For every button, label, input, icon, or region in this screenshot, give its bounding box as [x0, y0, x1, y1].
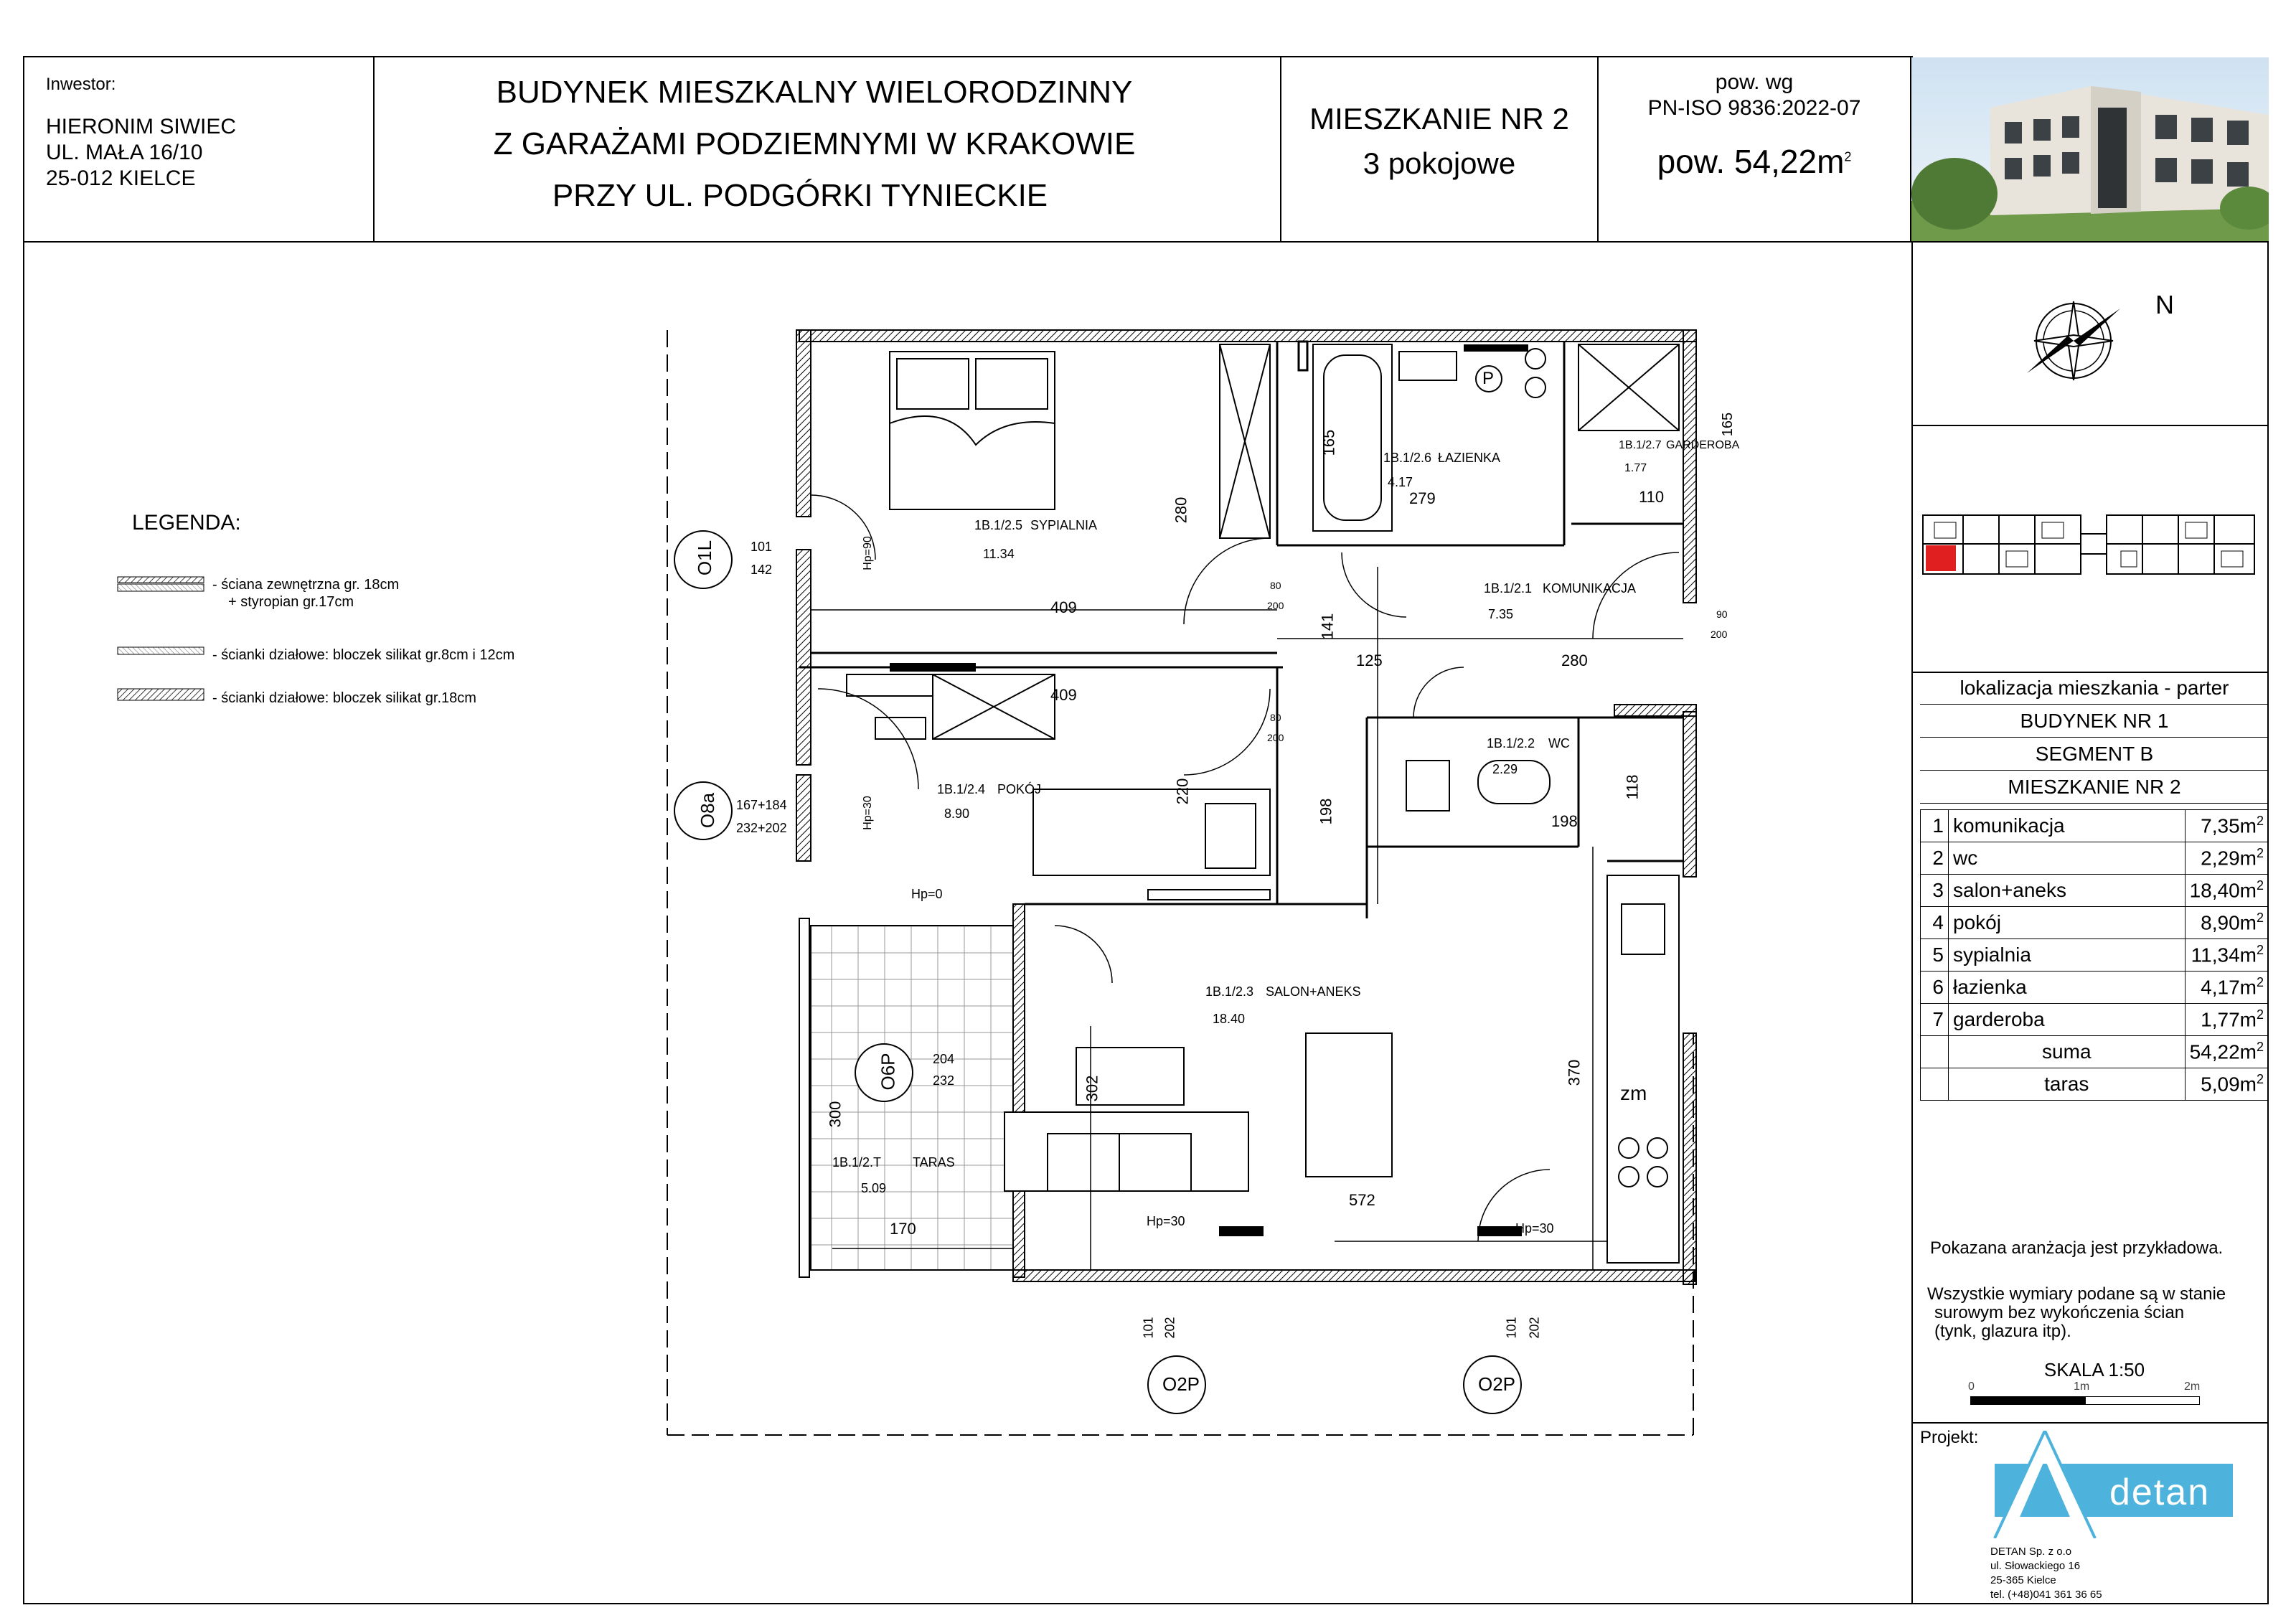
room-area: 7.35 — [1488, 607, 1514, 621]
area-standard-line1: pow. wg — [1715, 70, 1794, 94]
room-area-sup: 2 — [2256, 846, 2264, 861]
room-no: 5 — [1921, 939, 1949, 972]
dim-label: 279 — [1409, 489, 1436, 507]
dim-label: 170 — [890, 1220, 916, 1238]
legend-title: LEGENDA: — [132, 511, 241, 535]
investor-name: HIERONIM SIWIEC — [46, 115, 237, 138]
dim-label: 300 — [826, 1101, 844, 1128]
room-area-value: 4,17m — [2201, 976, 2257, 999]
dim-label: 101 — [751, 540, 773, 554]
apartment-number: MIESZKANIE NR 2 — [1309, 102, 1569, 136]
dim-label: 142 — [751, 563, 773, 577]
dim-label: Hp=0 — [911, 887, 943, 901]
dim-label: 125 — [1356, 651, 1383, 669]
room-no: 1 — [1921, 810, 1949, 842]
room-name: KOMUNIKACJA — [1543, 581, 1637, 596]
dim-label: 302 — [1083, 1075, 1101, 1102]
room-area-sup: 2 — [2256, 1007, 2264, 1022]
room-name: POKÓJ — [997, 782, 1042, 796]
dim-label: 370 — [1565, 1059, 1584, 1086]
dim-label: 165 — [1319, 429, 1338, 456]
company-street: ul. Słowackiego 16 — [1990, 1560, 2081, 1572]
project-label: Projekt: — [1920, 1428, 1979, 1447]
dim-label: 101 — [1141, 1317, 1156, 1339]
room-area: 4.17 — [1388, 475, 1413, 489]
room-name: komunikacja — [1949, 810, 2186, 842]
table-row — [1921, 842, 2269, 875]
room-name: sypialnia — [1949, 939, 2186, 972]
scale-bar — [1970, 1396, 2200, 1405]
location-title: lokalizacja mieszkania - parter — [1920, 672, 2269, 705]
room-no: 4 — [1921, 907, 1949, 939]
room-area-value: 1,77m — [2201, 1008, 2257, 1031]
door-dim: 90 — [1716, 608, 1728, 620]
room-area-value: 18,40m — [2189, 879, 2257, 902]
blank-cell — [1921, 1036, 1949, 1068]
room-area-value: 11,34m — [2191, 944, 2257, 966]
dim-label: 118 — [1623, 774, 1642, 800]
dim-label: 167+184 — [736, 798, 787, 812]
sum-label: suma — [1949, 1036, 2186, 1068]
room-no: 3 — [1921, 875, 1949, 907]
room-area — [2185, 810, 2268, 842]
room-area-value: 8,90m — [2201, 911, 2257, 934]
window-tag: O2P — [1162, 1373, 1200, 1395]
room-name: wc — [1949, 842, 2186, 875]
note-dimensions-1: Wszystkie wymiary podane są w stanie — [1927, 1284, 2226, 1304]
investor-street: UL. MAŁA 16/10 — [46, 141, 203, 164]
room-area — [2185, 1004, 2268, 1036]
table-row — [1921, 1004, 2269, 1036]
room-name: SYPIALNIA — [1030, 518, 1098, 532]
dim-label: 198 — [1551, 812, 1578, 830]
legend-item3: - ścianki działowe: bloczek silikat gr.18cm — [212, 690, 476, 706]
window-tag: O6P — [877, 1053, 899, 1091]
room-area-sup: 2 — [2256, 878, 2264, 893]
dim-label: 110 — [1639, 488, 1665, 506]
room-code: 1B.1/2.4 — [937, 782, 986, 796]
company-name: DETAN Sp. z o.o — [1990, 1546, 2072, 1558]
room-no: 7 — [1921, 1004, 1949, 1036]
location-segment: SEGMENT B — [1920, 738, 2269, 771]
room-area: 1.77 — [1624, 462, 1647, 474]
dim-label: Hp=30 — [1515, 1221, 1554, 1236]
dim-label: 165 — [1720, 412, 1736, 437]
dim-label: 198 — [1317, 798, 1335, 825]
room-code: 1B.1/2.2 — [1487, 736, 1535, 751]
investor-city: 25-012 KIELCE — [46, 166, 196, 190]
room-name: garderoba — [1949, 1004, 2186, 1036]
dim-label: 409 — [1050, 598, 1077, 616]
table-row — [1921, 907, 2269, 939]
divider — [1911, 1422, 2269, 1424]
dim-label: Hp=90 — [861, 536, 874, 570]
room-name: salon+aneks — [1949, 875, 2186, 907]
terrace-value — [2185, 1068, 2268, 1101]
company-city: 25-365 Kielce — [1990, 1574, 2056, 1586]
dim-label: 232+202 — [736, 821, 787, 835]
note-dimensions-3: (tynk, glazura itp). — [1934, 1322, 2071, 1341]
room-area: 8.90 — [944, 806, 970, 821]
door-dim: 200 — [1267, 732, 1284, 743]
sum-value-sup: 2 — [2256, 1040, 2264, 1055]
room-area: 11.34 — [983, 547, 1015, 561]
dim-label: 202 — [1162, 1317, 1177, 1339]
room-area-value: 2,29m — [2201, 847, 2257, 870]
terrace-value-number: 5,09m — [2201, 1073, 2257, 1096]
door-dim: 80 — [1270, 580, 1281, 591]
room-code: 1B.1/2.6 — [1383, 451, 1432, 465]
door-dim: 200 — [1267, 600, 1284, 611]
divider — [373, 56, 375, 243]
building-render — [1911, 57, 2269, 241]
table-row — [1921, 1068, 2269, 1101]
dim-label: 572 — [1349, 1191, 1375, 1209]
terrace-label: taras — [1949, 1068, 2186, 1101]
room-name: łazienka — [1949, 972, 2186, 1004]
window-tag: O1L — [694, 540, 716, 576]
shaft-label: P — [1482, 369, 1495, 388]
table-row — [1921, 1036, 2269, 1068]
dim-label: 141 — [1318, 613, 1337, 640]
total-area-value: pow. 54,22m — [1657, 143, 1845, 180]
project-title-line3: PRZY UL. PODGÓRKI TYNIECKIE — [552, 178, 1048, 213]
legend-swatches — [115, 574, 208, 725]
room-name: ŁAZIENKA — [1438, 451, 1501, 465]
room-name: TARAS — [913, 1155, 955, 1170]
sum-value-number: 54,22m — [2189, 1040, 2257, 1063]
room-area-sup: 2 — [2256, 911, 2264, 926]
room-area-sup: 2 — [2256, 814, 2264, 829]
dim-label: 204 — [933, 1052, 955, 1066]
room-name: GARDEROBA — [1666, 439, 1740, 451]
scale-2m: 2m — [2184, 1380, 2201, 1393]
door-dim: 200 — [1711, 629, 1728, 640]
room-code: 1B.1/2.3 — [1205, 984, 1254, 999]
location-apartment: MIESZKANIE NR 2 — [1920, 771, 2269, 804]
dim-label: 220 — [1173, 778, 1192, 805]
company-phone: tel. (+48)041 361 36 65 — [1990, 1589, 2102, 1601]
scale-1m: 1m — [2074, 1380, 2090, 1393]
dim-label: 409 — [1050, 686, 1077, 704]
scale-0: 0 — [1968, 1380, 1975, 1393]
total-area-sup: 2 — [1844, 149, 1852, 164]
room-area — [2185, 907, 2268, 939]
table-row — [1921, 875, 2269, 907]
rooms-count: 3 pokojowe — [1363, 146, 1516, 180]
room-no: 6 — [1921, 972, 1949, 1004]
legend-item1: - ściana zewnętrzna gr. 18cm — [212, 577, 400, 593]
room-area-sup: 2 — [2256, 943, 2264, 958]
location-building: BUDYNEK NR 1 — [1920, 705, 2269, 738]
divider — [1911, 425, 2269, 426]
room-name: pokój — [1949, 907, 2186, 939]
dim-label: 280 — [1561, 651, 1588, 669]
area-standard-line2: PN-ISO 9836:2022-07 — [1647, 96, 1861, 120]
room-area — [2185, 875, 2268, 907]
dim-label: 232 — [933, 1073, 955, 1088]
dim-label: 280 — [1172, 497, 1190, 524]
table-row — [1921, 939, 2269, 972]
legend-item2: - ścianki działowe: bloczek silikat gr.8cm i 12cm — [212, 647, 515, 663]
door-dim: 80 — [1270, 712, 1281, 723]
room-area — [2185, 972, 2268, 1004]
room-no: 2 — [1921, 842, 1949, 875]
key-plan — [1920, 508, 2257, 580]
scale-bar-fill — [1971, 1397, 2086, 1404]
room-code: 1B.1/2.5 — [974, 518, 1023, 532]
logo-text: detan — [2109, 1472, 2211, 1513]
sum-value — [2185, 1036, 2268, 1068]
compass — [2023, 287, 2167, 395]
dim-label: Hp=30 — [861, 796, 874, 830]
room-table — [1920, 809, 2269, 1101]
investor-label: Inwestor: — [46, 75, 116, 94]
room-area-value: 7,35m — [2201, 814, 2257, 837]
terrace-value-sup: 2 — [2256, 1072, 2264, 1087]
dim-label: 101 — [1504, 1317, 1519, 1339]
project-title-line1: BUDYNEK MIESZKALNY WIELORODZINNY — [496, 75, 1133, 110]
blank-cell — [1921, 1068, 1949, 1101]
room-area: 2.29 — [1492, 762, 1518, 776]
room-area — [2185, 939, 2268, 972]
dim-label: Hp=30 — [1147, 1214, 1185, 1228]
meter-label: zm — [1620, 1082, 1647, 1104]
floor-plan — [646, 316, 1708, 1449]
north-label: N — [2155, 290, 2174, 319]
room-area: 18.40 — [1213, 1012, 1246, 1026]
note-example: Pokazana aranżacja jest przykładowa. — [1930, 1238, 2224, 1258]
project-title-line2: Z GARAŻAMI PODZIEMNYMI W KRAKOWIE — [493, 126, 1136, 161]
room-name: WC — [1548, 736, 1570, 751]
table-row — [1921, 810, 2269, 842]
room-code: 1B.1/2.7 — [1619, 439, 1662, 451]
scale-label: SKALA 1:50 — [2043, 1359, 2145, 1380]
window-tag: O2P — [1478, 1373, 1516, 1395]
table-row — [1921, 972, 2269, 1004]
legend-item1b: + styropian gr.17cm — [228, 594, 354, 610]
room-area: 5.09 — [861, 1181, 887, 1195]
dim-label: 202 — [1527, 1317, 1542, 1339]
room-code: 1B.1/2.1 — [1484, 581, 1533, 596]
note-dimensions-2: surowym bez wykończenia ścian — [1934, 1303, 2185, 1322]
room-area-sup: 2 — [2256, 975, 2264, 990]
room-code: 1B.1/2.T — [832, 1155, 882, 1170]
total-area — [1599, 142, 1910, 181]
room-area — [2185, 842, 2268, 875]
window-tag: O8a — [697, 792, 719, 829]
room-name: SALON+ANEKS — [1266, 984, 1361, 999]
